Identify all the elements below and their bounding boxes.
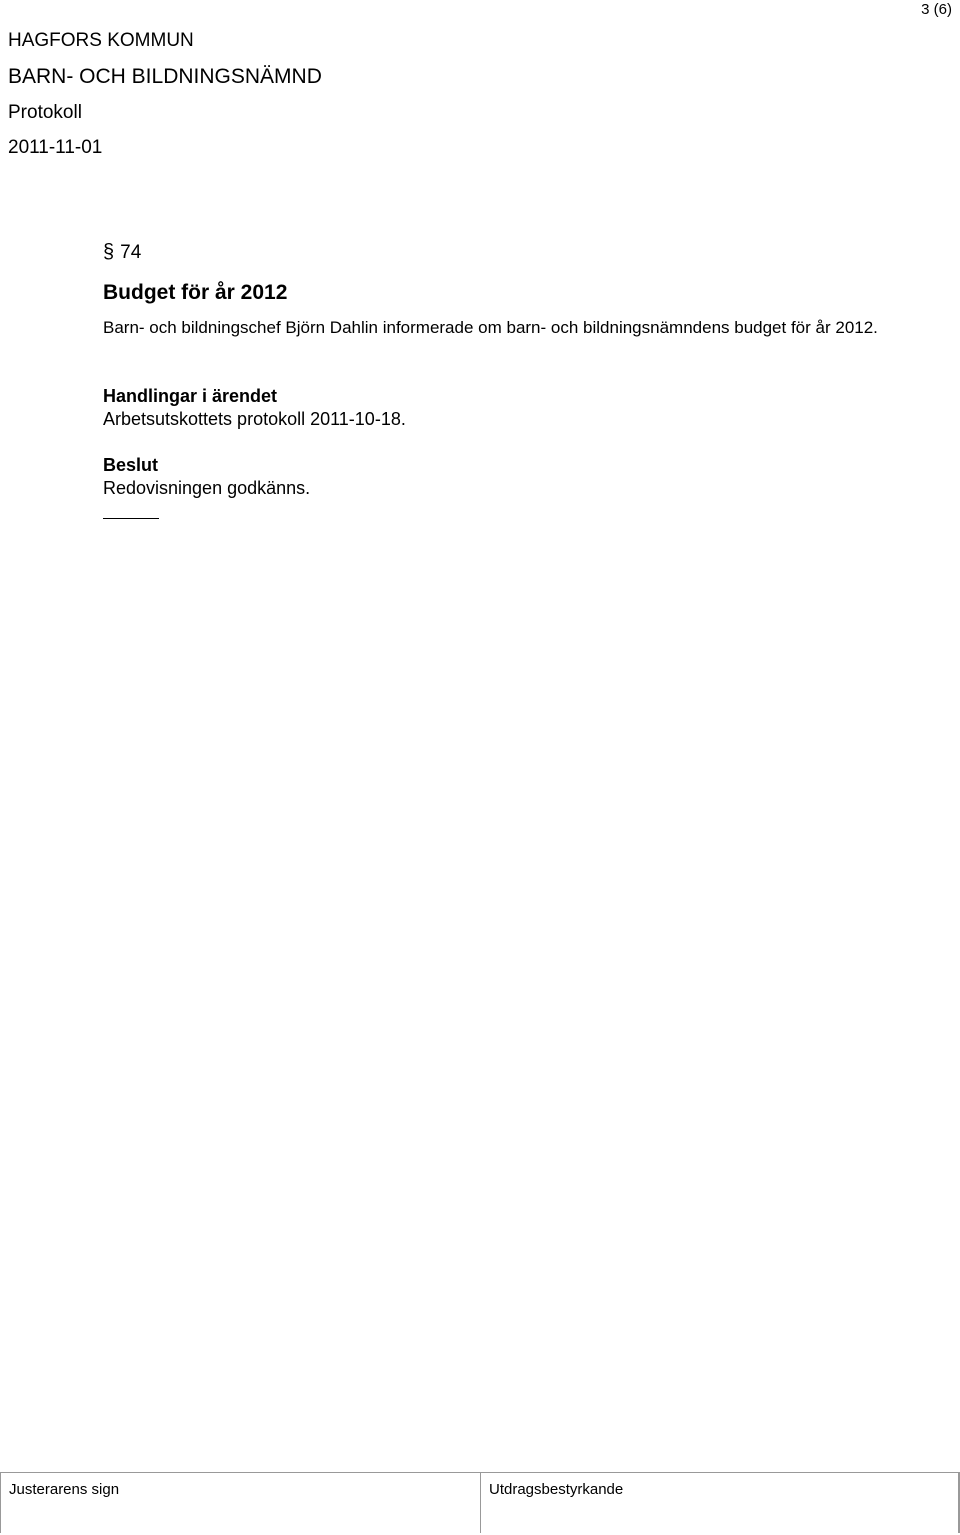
organization-name: HAGFORS KOMMUN [8, 30, 194, 51]
decision-block [103, 454, 310, 500]
decision-text: Redovisningen godkänns. [103, 478, 311, 498]
documents-heading: Handlingar i ärendet [103, 386, 278, 406]
documents-text: Arbetsutskottets protokoll 2011-10-18. [103, 409, 406, 429]
adjuster-sign-label: Justerarens sign [9, 1481, 120, 1498]
paragraph-symbol: § [103, 241, 115, 263]
board-name: BARN- OCH BILDNINGSNÄMND [8, 65, 322, 88]
documents-block [103, 385, 406, 431]
meeting-date: 2011-11-01 [8, 137, 103, 158]
minutes-section [103, 240, 943, 498]
extract-certification-label: Utdragsbestyrkande [489, 1481, 624, 1498]
adjuster-sign-cell [1, 1473, 481, 1533]
section-title: Budget för år 2012 [103, 281, 288, 304]
paragraph-number-value: 74 [120, 242, 142, 263]
page-number: 3 (6) [921, 1, 952, 18]
paragraph-number [103, 240, 943, 265]
extract-certification-cell [481, 1473, 959, 1533]
decision-heading: Beslut [103, 455, 159, 475]
footer-right-divider [958, 1473, 959, 1533]
section-body: Barn- och bildningschef Björn Dahlin informerade om barn- och bildningsnämndens budget för år 2012. [103, 318, 878, 337]
signature-footer [0, 1472, 960, 1533]
document-type: Protokoll [8, 102, 82, 123]
section-end-line [103, 518, 159, 519]
